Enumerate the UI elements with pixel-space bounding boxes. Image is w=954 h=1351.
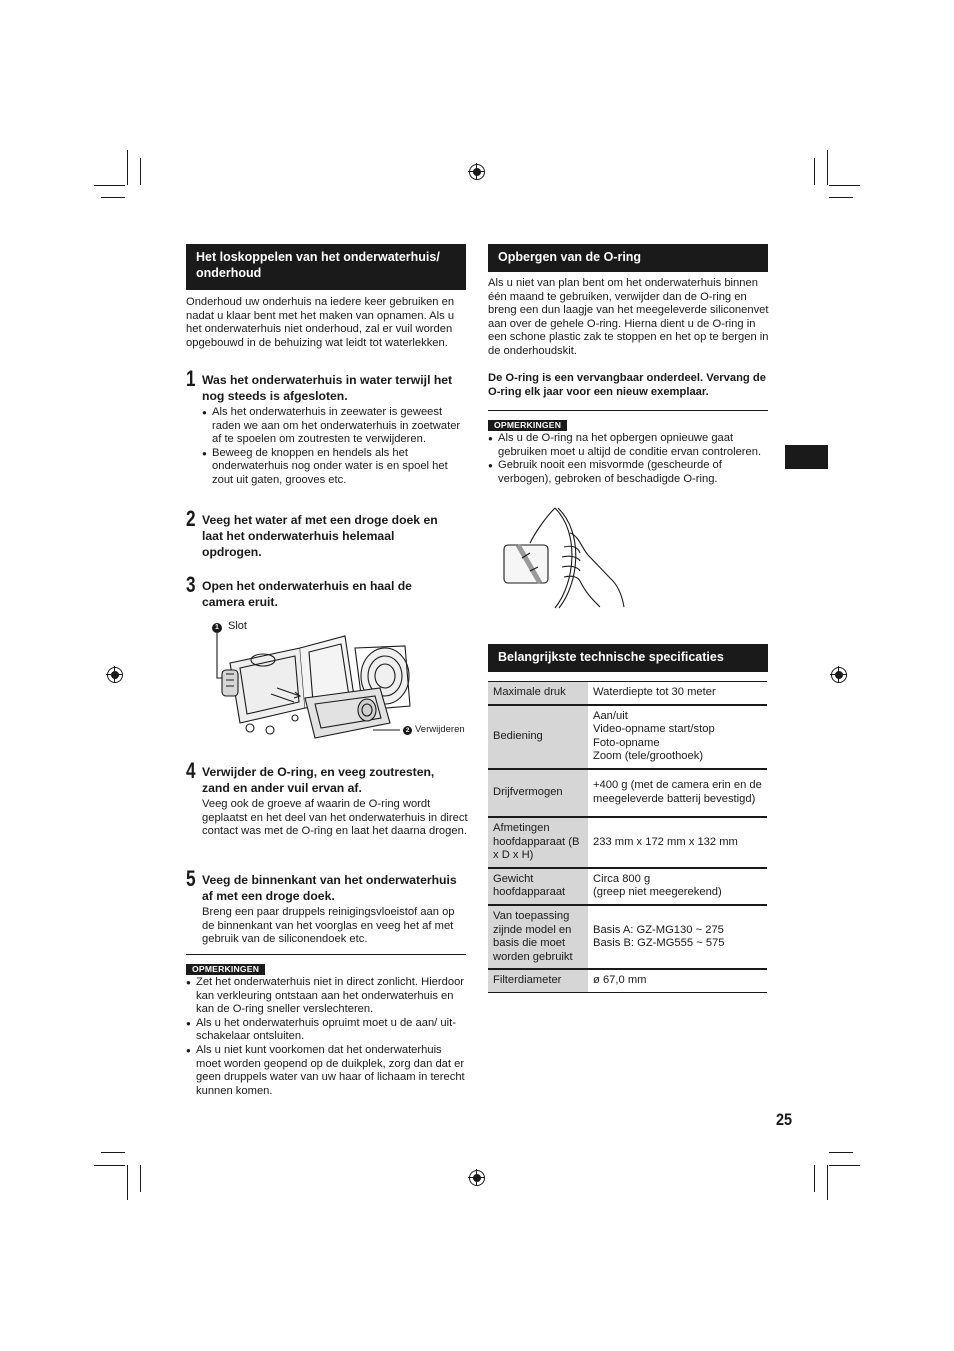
step-number: 5	[186, 866, 196, 891]
table-row	[488, 705, 767, 769]
list-item: ● Gebruik nooit een misvormde (gescheurde of verbogen), gebroken of beschadigde O-ring.	[488, 459, 768, 486]
step-number: 2	[186, 506, 196, 531]
step-bullets	[202, 406, 468, 488]
spec-value: Circa 800 g (greep niet meegerekend)	[588, 868, 767, 905]
registration-mark-icon	[469, 1170, 485, 1186]
intro-text: Onderhoud uw onderhuis na iedere keer gebruiken en nadat u klaar bent met het maken van opnamen. Als u het onderwaterhuis niet onderhoud, zal er vuil worden opgebouwd in de behuizing wat leidt tot waterlekken.	[186, 296, 455, 349]
camera-housing-illustration	[205, 618, 475, 748]
spec-value: Waterdiepte tot 30 meter	[588, 682, 767, 705]
section-heading-specs: Belangrijkste technische specificaties	[488, 644, 768, 672]
list-item: ● Als u niet kunt voorkomen dat het onderwaterhuis moet worden geopend op de duikplek, zorg dan dat er geen druppels water van uw haar of lichaam in terecht kunnen komen.	[186, 1044, 468, 1098]
notes-list	[186, 976, 468, 1098]
spec-key: Bediening	[488, 705, 588, 769]
notes-tag: OPMERKINGEN	[186, 964, 265, 975]
registration-mark-icon	[469, 164, 485, 180]
spec-value: ø 67,0 mm	[588, 969, 767, 992]
spec-value: 233 mm x 172 mm x 132 mm	[588, 817, 767, 868]
notes-tag: OPMERKINGEN	[488, 420, 567, 431]
callout-label-remove: Verwijderen	[415, 724, 465, 735]
step-number: 3	[186, 572, 196, 597]
list-item: ● Als u de O-ring na het opbergen opnieuwe gaat gebruiken moet u altijd de conditie ervan controleren.	[488, 432, 768, 459]
step-title: Open het onderwaterhuis en haal de camera eruit.	[202, 579, 412, 609]
page-number: 25	[776, 1110, 793, 1129]
table-row	[488, 905, 767, 969]
step-title: Was het onderwaterhuis in water terwijl het nog steeds is afgesloten.	[202, 373, 453, 403]
list-item: ● Als het onderwaterhuis in zeewater is geweest raden we aan om het onderwaterhuis in zoetwater af te spoelen om zoutresten te verwijderen.	[202, 406, 468, 447]
table-row	[488, 682, 767, 705]
figure-housing	[205, 618, 475, 748]
spec-key: Drijfvermogen	[488, 769, 588, 817]
spec-key: Gewicht hoofdapparaat	[488, 868, 588, 905]
step-body: Breng een paar druppels reinigingsvloeistof aan op de binnenkant van het voorglas en veeg het af met gebruik van de siliconendoek etc.	[202, 906, 455, 946]
spec-key: Afmetingen hoofdapparaat (B x D x H)	[488, 817, 588, 868]
registration-mark-icon	[107, 667, 123, 683]
spec-key: Maximale druk	[488, 682, 588, 705]
callout-number-1-icon: 1	[212, 623, 222, 633]
notes-list	[488, 432, 768, 486]
oring-bold-text: De O-ring is een vervangbaar onderdeel. Vervang de O-ring elk jaar voor een nieuw exemplaar.	[488, 372, 766, 398]
step-title: Verwijder de O-ring, en veeg zoutresten, zand en ander vuil ervan af.	[202, 765, 435, 795]
spec-value: Aan/uit Video-opname start/stop Foto-opname Zoom (tele/groothoek)	[588, 705, 767, 769]
table-row	[488, 769, 767, 817]
step-title: Veeg het water af met een droge doek en laat het onderwaterhuis helemaal opdrogen.	[202, 513, 438, 559]
table-row	[488, 868, 767, 905]
table-row	[488, 969, 767, 992]
divider	[488, 410, 768, 411]
list-item: ● Beweeg de knoppen en hendels als het onderwaterhuis nog onder water is en spoel het zout uit gaten, grooves etc.	[202, 447, 468, 488]
spec-value: Basis A: GZ-MG130 ~ 275 Basis B: GZ-MG555 ~ 575	[588, 905, 767, 969]
registration-mark-icon	[831, 667, 847, 683]
section-heading-oring: Opbergen van de O-ring	[488, 244, 768, 272]
callout-label-lock: Slot	[228, 620, 247, 632]
step-title: Veeg de binnenkant van het onderwaterhuis af met een droge doek.	[202, 873, 457, 903]
chapter-tab	[785, 445, 828, 469]
specs-table	[488, 681, 767, 993]
list-item: ● Als u het onderwaterhuis opruimt moet u de aan/ uit-schakelaar ontsluiten.	[186, 1017, 468, 1044]
oring-text: Als u niet van plan bent om het onderwaterhuis binnen één maand te gebruiken, verwijder dan de O-ring en breng een dun laagje van het meegeleverde siliconenvet aan over de gehele O-ring. Hierna dient u de O-ring in een schone plastic zak te stoppen en het op te bergen in de onderhoudskit.	[488, 277, 769, 357]
callout-number-2-icon: 2	[403, 726, 412, 735]
section-heading-disconnect: Het loskoppelen van het onderwaterhuis/ onderhoud	[186, 244, 466, 290]
spec-key: Filterdiameter	[488, 969, 588, 992]
table-row	[488, 817, 767, 868]
spec-value: +400 g (met de camera erin en de meegeleverde batterij bevestigd)	[588, 769, 767, 817]
step-number: 1	[186, 366, 196, 391]
hand-oring-illustration	[500, 503, 630, 613]
step-body: Veeg ook de groeve af waarin de O-ring wordt geplaatst en het deel van het onderwaterhuis in direct contact was met de O-ring en laat het daarna drogen.	[202, 798, 468, 838]
list-item: ● Zet het onderwaterhuis niet in direct zonlicht. Hierdoor kan verkleuring ontstaan aan het onderwaterhuis en kan de O-ring sneller verslechteren.	[186, 976, 468, 1017]
spec-key: Van toepassing zijnde model en basis die moet worden gebruikt	[488, 905, 588, 969]
divider	[186, 954, 466, 955]
step-number: 4	[186, 758, 196, 783]
